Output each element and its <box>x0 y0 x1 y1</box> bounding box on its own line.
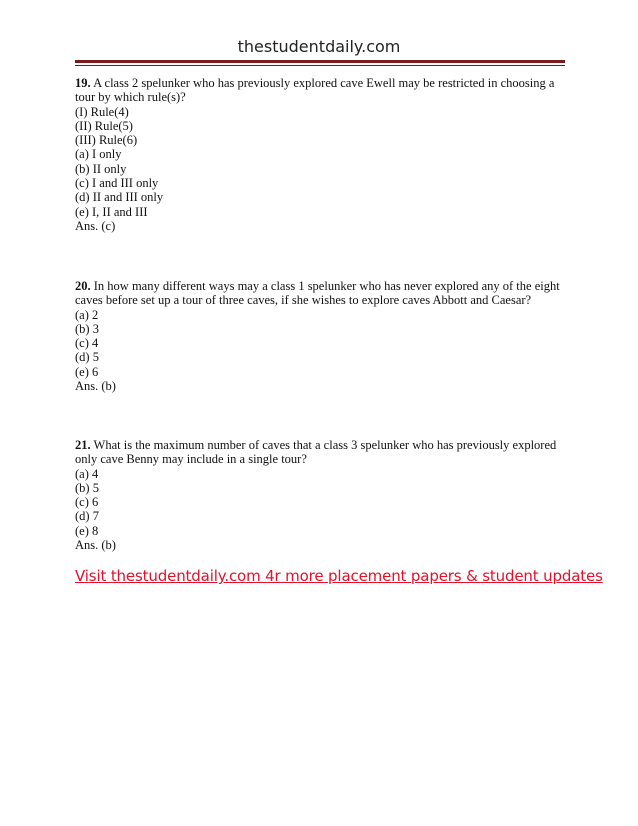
question-stem-line: caves before set up a tour of three caves, if she wishes to explore caves Abbott and Caesar? <box>75 293 532 308</box>
question-stem-line: 20. In how many different ways may a class 1 spelunker who has never explored any of the eight <box>75 279 560 293</box>
option-line: (e) 8 <box>75 523 99 538</box>
option-line: (e) 6 <box>75 364 99 379</box>
question-19 <box>75 76 575 233</box>
answer-line: Ans. (b) <box>75 538 116 553</box>
option-line: (c) 4 <box>75 336 99 351</box>
site-header-title: thestudentdaily.com <box>237 37 401 56</box>
question-number: 20. <box>75 279 91 293</box>
option-line: (e) I, II and III <box>75 204 148 219</box>
option-line: (d) 5 <box>75 350 99 365</box>
option-line: (a) 4 <box>75 466 99 481</box>
header-rule-thick <box>75 60 565 63</box>
question-number: 21. <box>75 438 91 452</box>
answer-line: Ans. (c) <box>75 218 116 233</box>
footer-promo-link[interactable]: Visit thestudentdaily.com 4r more placement papers & student updates <box>75 567 603 585</box>
option-line: (a) I only <box>75 147 122 162</box>
question-stem-line: only cave Benny may include in a single tour? <box>75 452 307 467</box>
option-line: (b) II only <box>75 161 127 176</box>
question-21 <box>75 438 575 552</box>
question-stem-line: 19. A class 2 spelunker who has previously explored cave Ewell may be restricted in choosing a <box>75 76 555 90</box>
option-line: (b) 3 <box>75 321 99 336</box>
header-rule-thin <box>75 65 565 66</box>
option-line: (III) Rule(6) <box>75 133 138 148</box>
question-20 <box>75 279 575 393</box>
option-line: (d) 7 <box>75 509 99 524</box>
option-line: (b) 5 <box>75 480 99 495</box>
option-line: (d) II and III only <box>75 190 164 205</box>
option-line: (II) Rule(5) <box>75 118 133 133</box>
option-line: (c) 6 <box>75 495 99 510</box>
option-line: (c) I and III only <box>75 176 159 191</box>
option-line: (a) 2 <box>75 307 99 322</box>
answer-line: Ans. (b) <box>75 379 116 394</box>
option-line: (I) Rule(4) <box>75 104 129 119</box>
question-number: 19. <box>75 76 91 90</box>
question-stem-line: tour by which rule(s)? <box>75 90 186 105</box>
question-stem-line: 21. What is the maximum number of caves that a class 3 spelunker who has previously explored <box>75 438 557 452</box>
